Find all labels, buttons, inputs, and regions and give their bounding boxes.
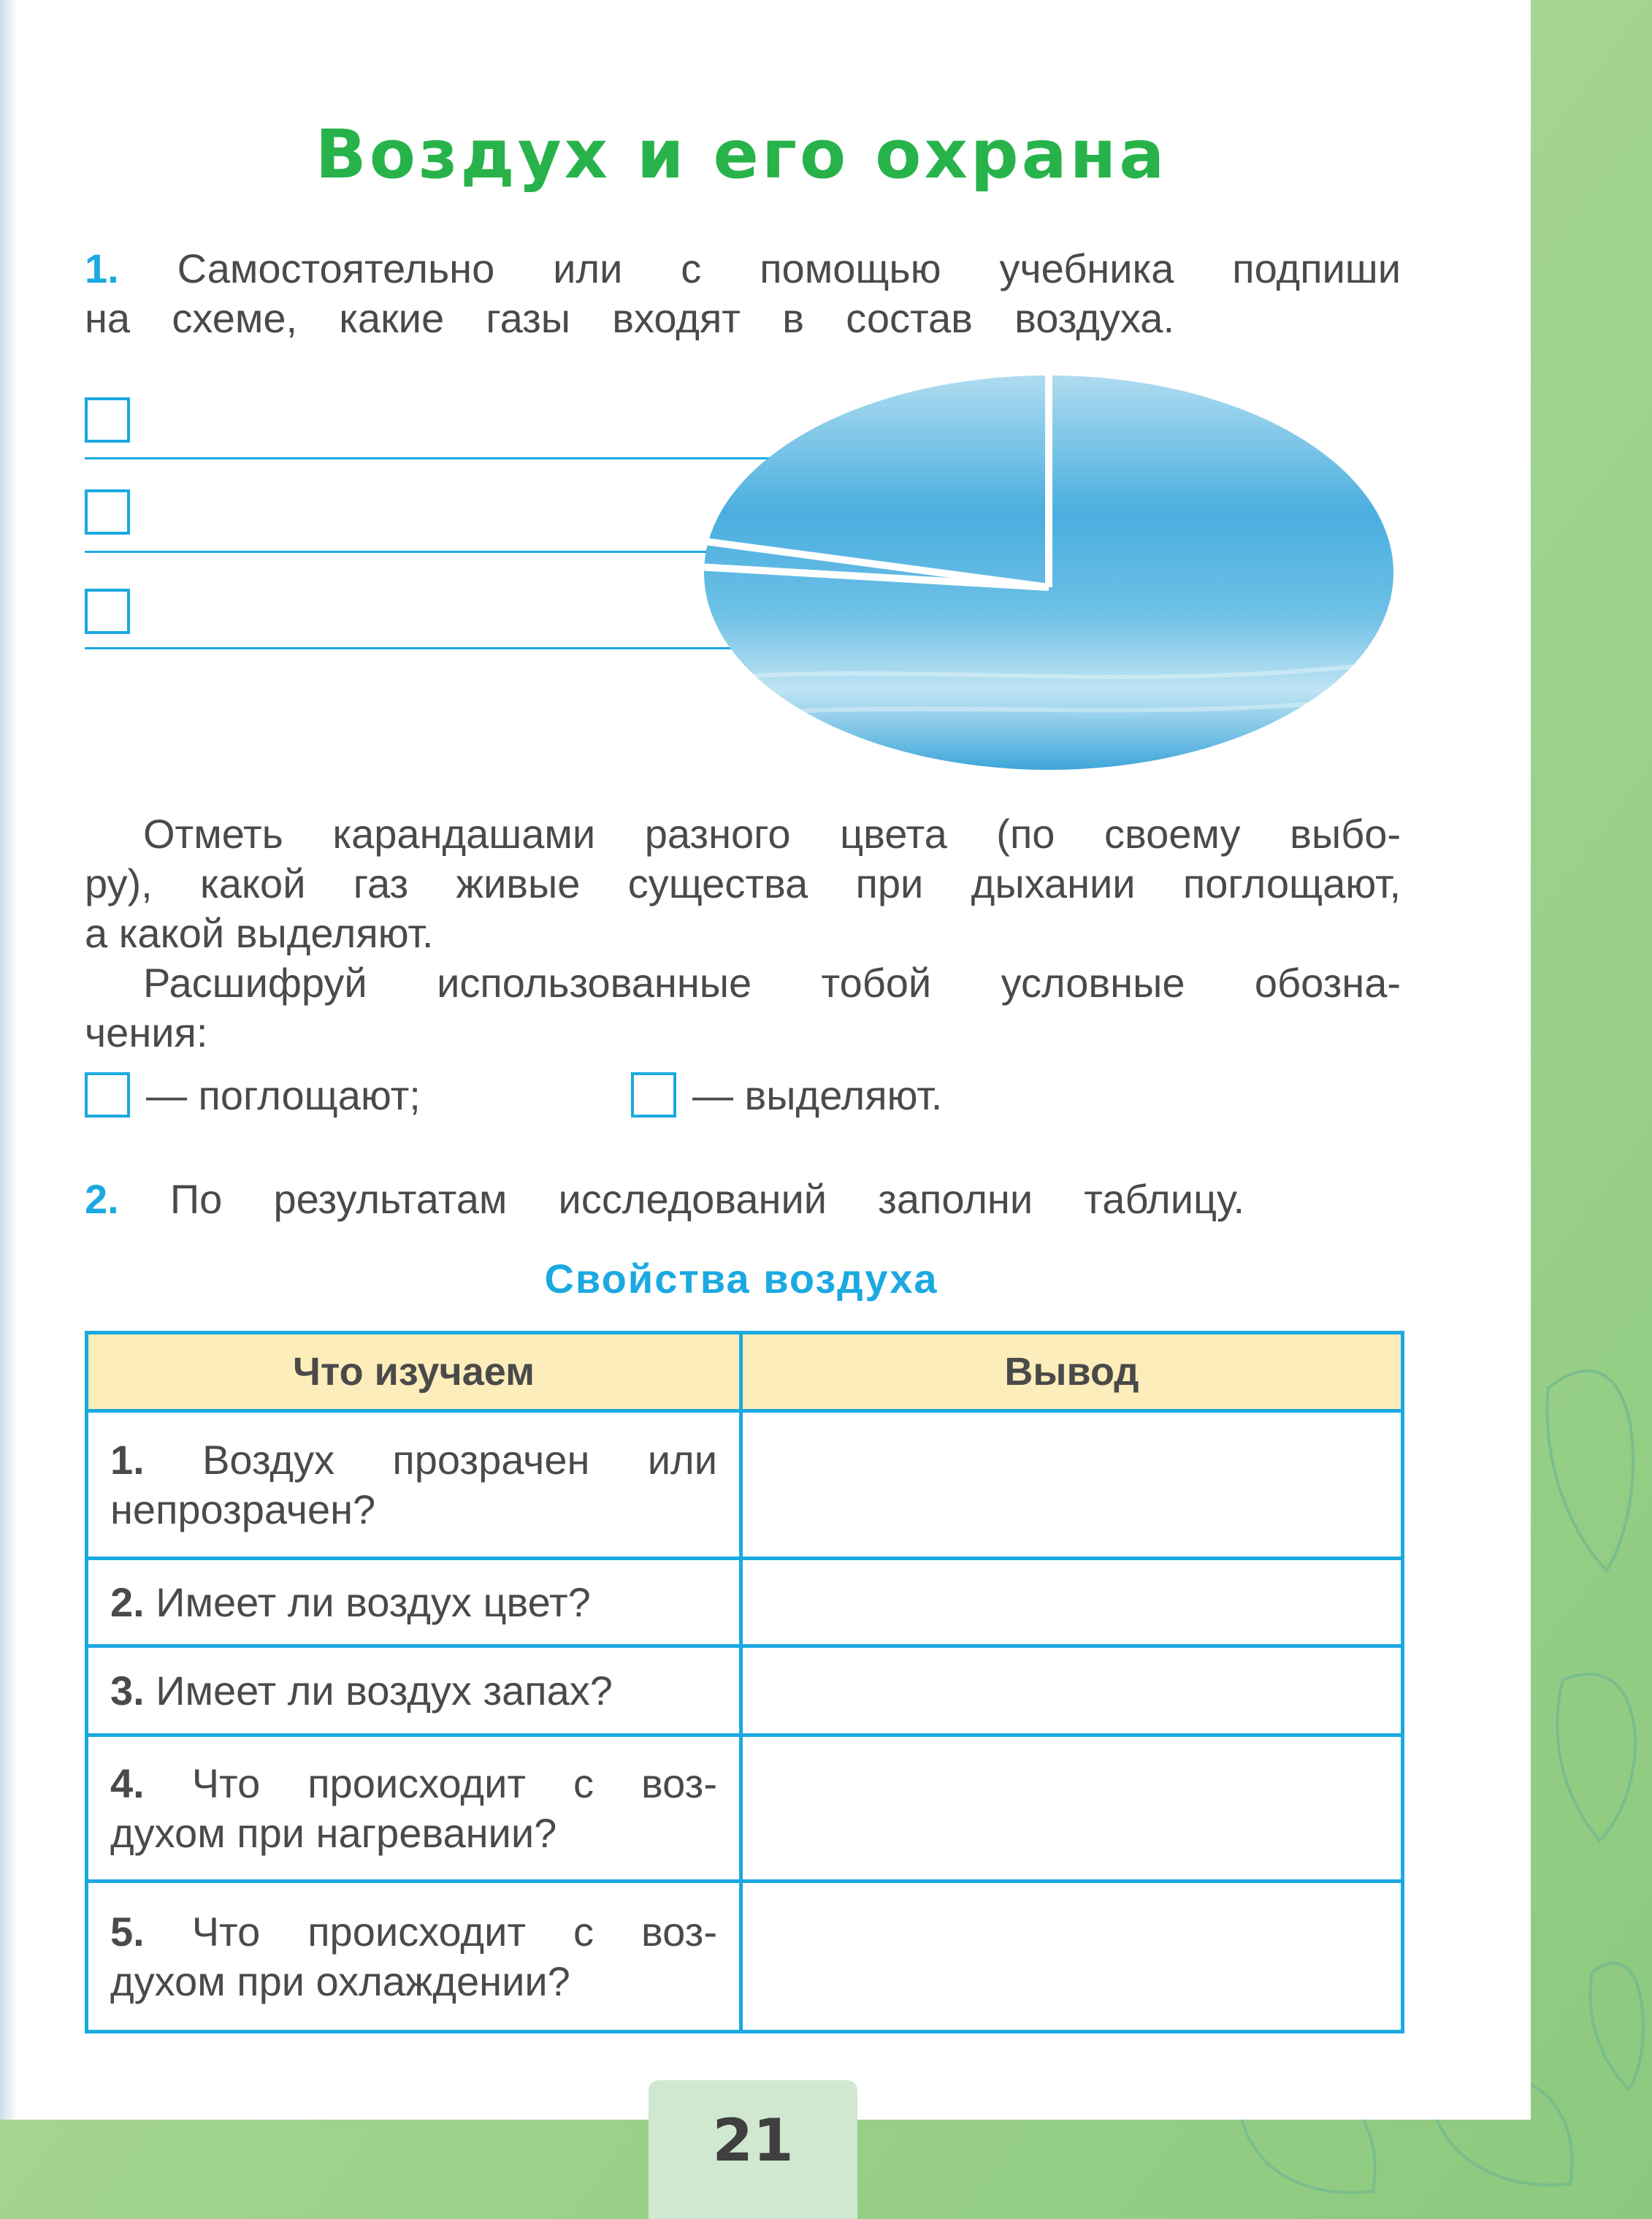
row-answer-cell[interactable] [741,1646,1403,1735]
row-question: 4. Что происходит с воз- духом при нагревании? [87,1735,741,1882]
table-row [87,1882,1403,2032]
task2-instruction: 2. По результатам исследований заполни таблицу. [85,1176,1244,1222]
table-caption: Свойства воздуха [544,1256,938,1302]
table-row [87,1411,1403,1559]
task2-number: 2. [85,1176,119,1222]
header-what-we-study: Что изучаем [87,1333,741,1411]
legend-absorb-label: — поглощают; [146,1072,421,1118]
table-row [87,1646,1403,1735]
row-answer-cell[interactable] [741,1411,1403,1559]
page-number-tab [649,2080,857,2219]
gas-label-line-2[interactable] [85,551,727,553]
table-row [87,1735,1403,1882]
row-answer-cell[interactable] [741,1559,1403,1646]
legend-emit-label: — выделяют. [692,1072,943,1118]
page-binding-shadow [0,0,18,2120]
legend-absorb-checkbox[interactable] [85,1072,130,1118]
gas-label-checkbox-3[interactable] [85,589,130,634]
row-answer-cell[interactable] [741,1882,1403,2032]
decode-instruction-line1: Расшифруй использованные тобой условные обозна- [143,960,1401,1006]
page-title: Воздух и его охрана [315,115,1168,194]
table-header-row [87,1333,1403,1411]
row-question: 5. Что происходит с воз- духом при охлаждении? [87,1882,741,2032]
mark-instruction-line3: а какой выделяют. [85,910,434,956]
row-question: 2. Имеет ли воздух цвет? [87,1559,741,1646]
task1-line1: 1. Самостоятельно или с помощью учебника подпиши [85,245,1401,291]
task1-line2: на схеме, какие газы входят в состав воздуха. [85,295,1174,341]
legend-emit-checkbox[interactable] [631,1072,676,1118]
air-properties-table [85,1331,1404,2033]
air-composition-diagram [698,371,1399,774]
mark-instruction-line2: ру), какой газ живые существа при дыхании поглощают, [85,860,1401,906]
row-answer-cell[interactable] [741,1735,1403,1882]
row-question: 3. Имеет ли воздух запах? [87,1646,741,1735]
header-conclusion: Вывод [741,1333,1403,1411]
task1-number: 1. [85,245,119,291]
decode-instruction-line2: чения: [85,1009,208,1055]
row-question: 1. Воздух прозрачен или непрозрачен? [87,1411,741,1559]
table-row [87,1559,1403,1646]
page-number: 21 [712,2107,794,2174]
gas-label-checkbox-1[interactable] [85,397,130,443]
mark-instruction-line1: Отметь карандашами разного цвета (по своему выбо- [143,811,1401,857]
gas-label-checkbox-2[interactable] [85,489,130,535]
